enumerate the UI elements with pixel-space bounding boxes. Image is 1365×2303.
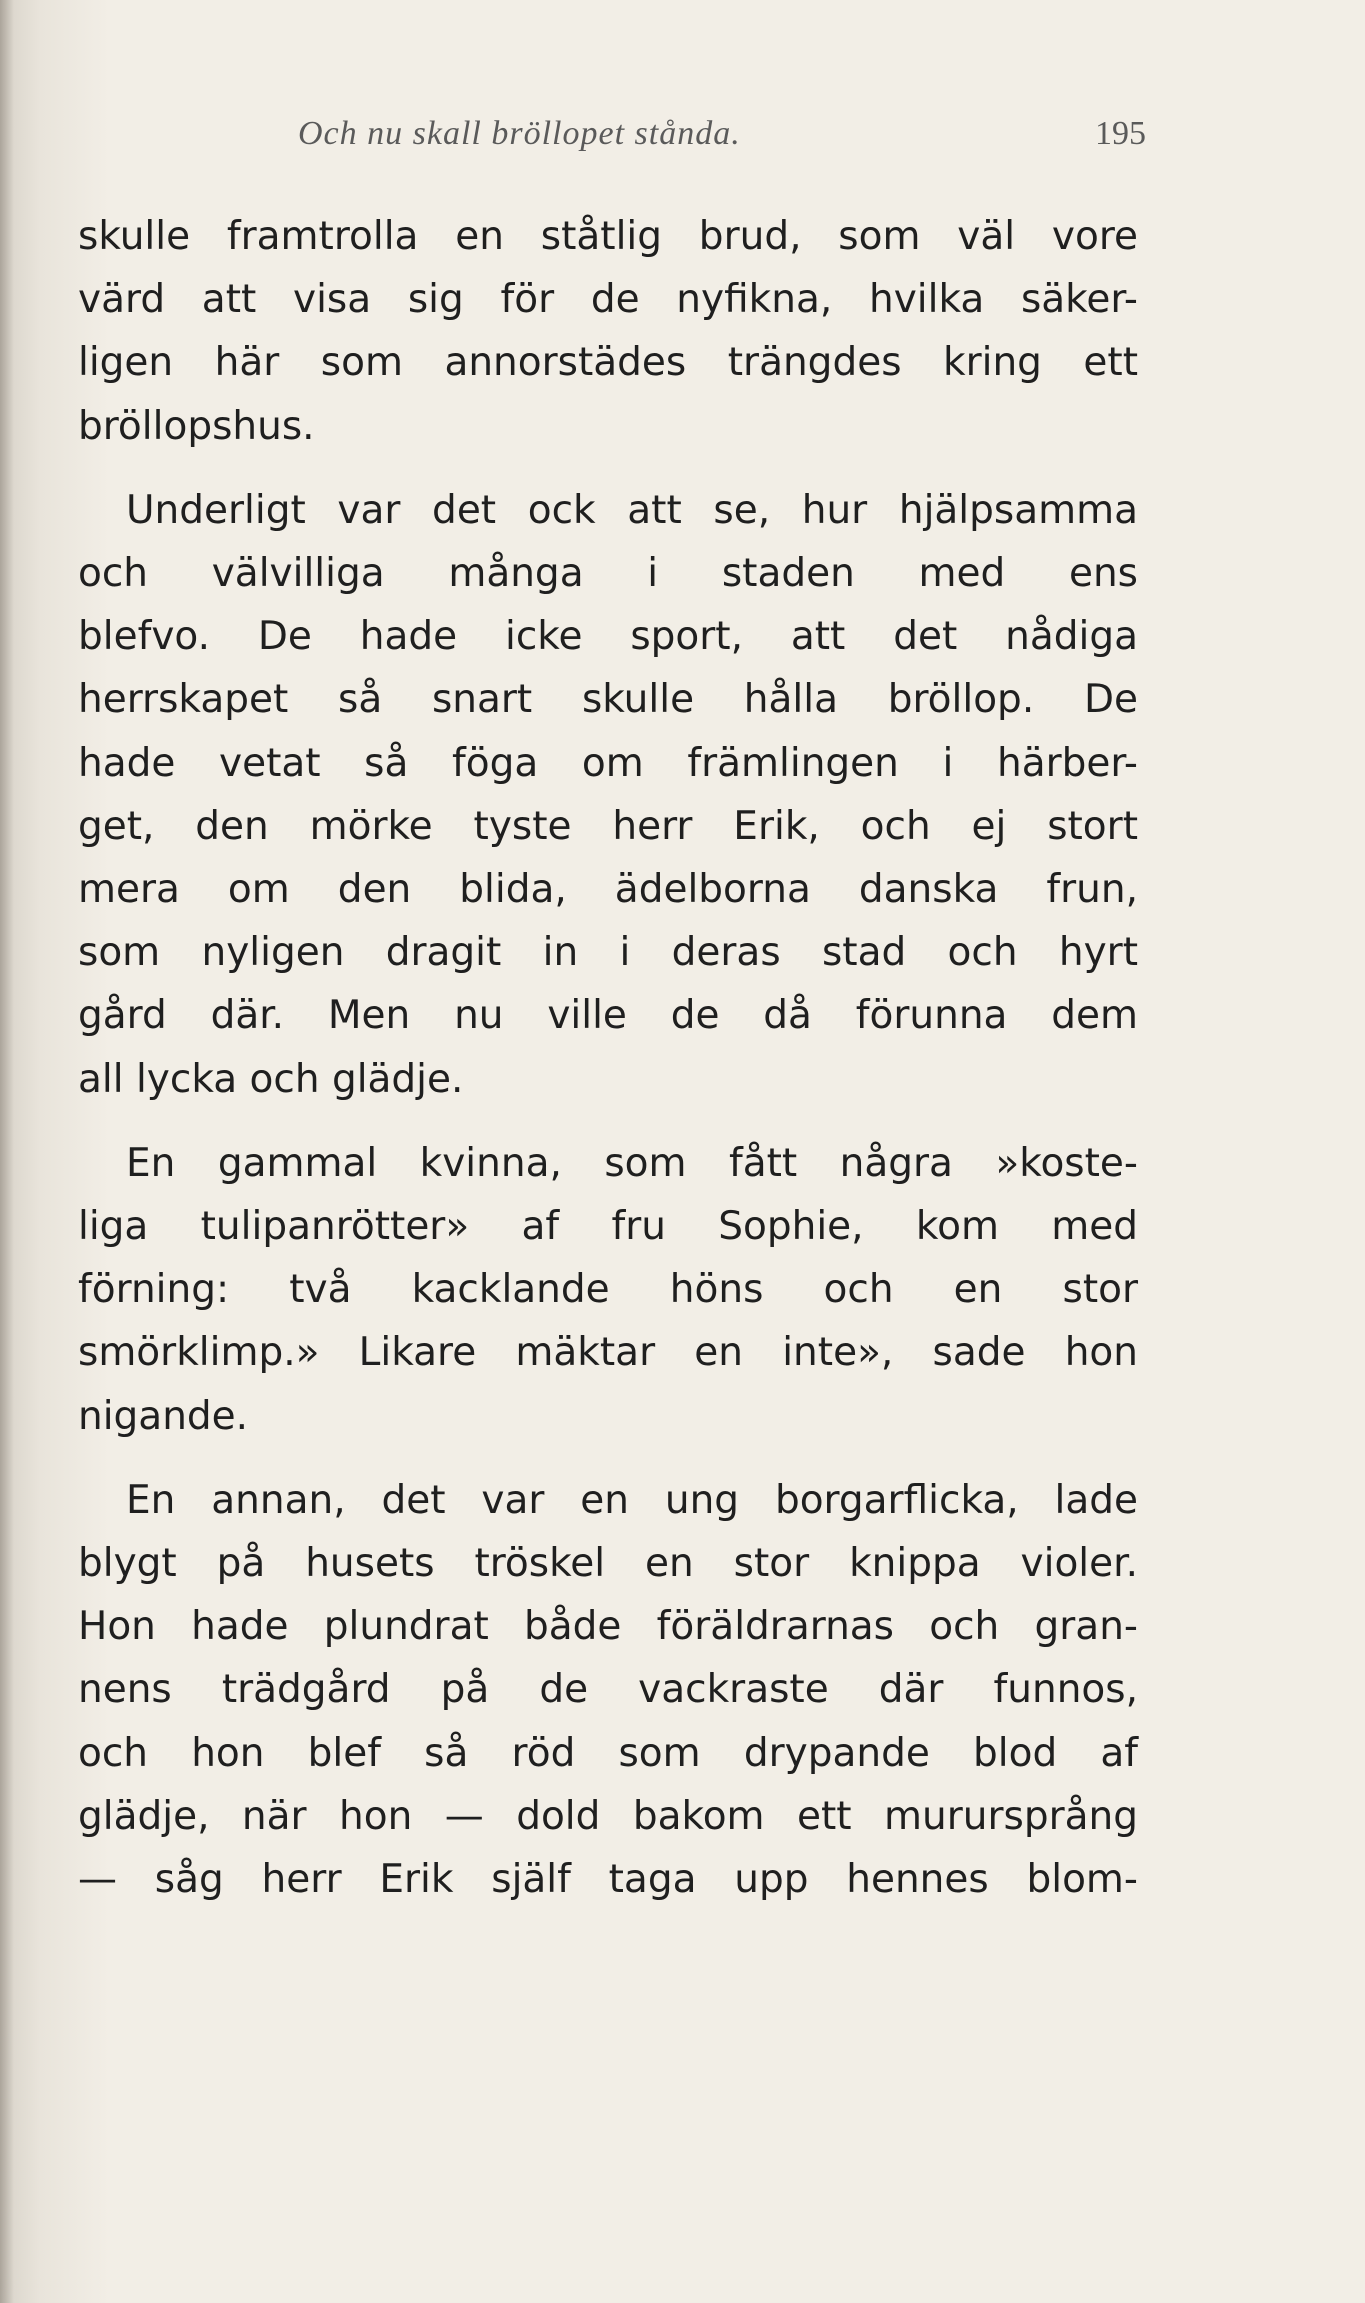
text-line: liga tulipanrötter» af fru Sophie, kom med — [78, 1204, 1138, 1250]
page-number: 195 — [1095, 115, 1146, 152]
text-line: skulle framtrolla en ståtlig brud, som väl vore — [78, 214, 1138, 259]
body-text — [78, 205, 1138, 1911]
text-line: all lycka och glädje. — [78, 1056, 464, 1102]
page-header — [78, 115, 1146, 165]
paragraph — [78, 1132, 1138, 1448]
text-line: En annan, det var en ung borgarflicka, lade — [126, 1477, 1138, 1523]
text-line: nens trädgård på de vackraste där funnos, — [78, 1667, 1138, 1713]
text-line: — såg herr Erik själf taga upp hennes blom- — [78, 1857, 1138, 1903]
text-line: förning: två kacklande höns och en stor — [78, 1267, 1138, 1313]
text-line: nigande. — [78, 1393, 249, 1439]
text-line: hade vetat så föga om främlingen i härber- — [78, 740, 1138, 786]
text-line: Underligt var det ock att se, hur hjälpsamma — [126, 487, 1138, 533]
text-line: och välvilliga många i staden med ens — [78, 551, 1138, 597]
paragraph — [78, 479, 1138, 1111]
text-line: blefvo. De hade icke sport, att det nådiga — [78, 614, 1138, 660]
text-line: mera om den blida, ädelborna danska frun, — [78, 867, 1138, 913]
text-line: En gammal kvinna, som fått några »koste- — [126, 1140, 1138, 1186]
text-line: herrskapet så snart skulle hålla bröllop. De — [78, 677, 1138, 723]
text-line: som nyligen dragit in i deras stad och hyrt — [78, 930, 1138, 976]
spine-shadow — [0, 0, 14, 2303]
text-line: glädje, när hon — dold bakom ett murursprång — [78, 1793, 1138, 1839]
text-line: ligen här som annorstädes trängdes kring ett — [78, 340, 1138, 386]
text-line: värd att visa sig för de nyfikna, hvilka säker- — [78, 277, 1138, 323]
paragraph — [78, 205, 1138, 458]
text-line: Hon hade plundrat både föräldrarnas och gran- — [78, 1604, 1138, 1650]
paragraph — [78, 1469, 1138, 1911]
text-line: bröllopshus. — [78, 403, 315, 449]
text-line: get, den mörke tyste herr Erik, och ej stort — [78, 803, 1138, 849]
text-line: gård där. Men nu ville de då förunna dem — [78, 993, 1138, 1039]
text-line: och hon blef så röd som drypande blod af — [78, 1730, 1138, 1776]
text-line: smörklimp.» Likare mäktar en inte», sade hon — [78, 1330, 1138, 1376]
running-title: Och nu skall bröllopet stånda. — [298, 115, 741, 152]
text-line: blygt på husets tröskel en stor knippa violer. — [78, 1541, 1138, 1587]
